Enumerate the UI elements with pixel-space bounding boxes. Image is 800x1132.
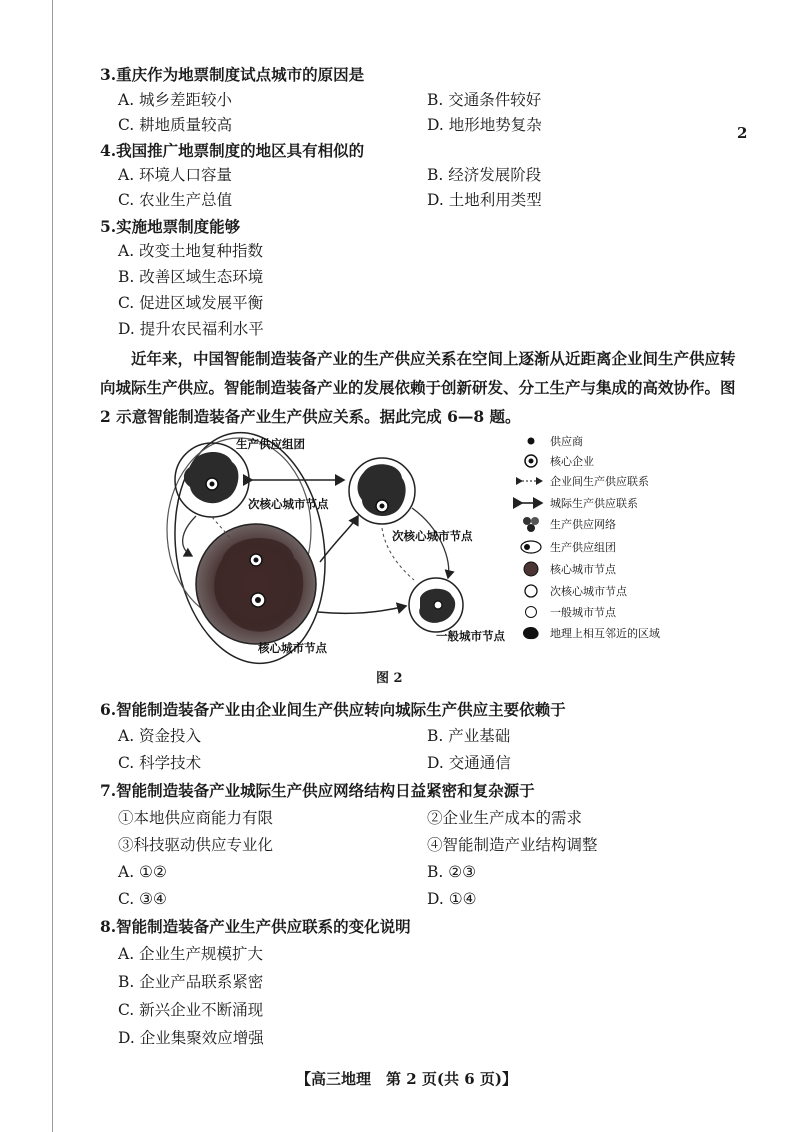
q7-item-4: ④智能制造产业结构调整 (427, 836, 598, 854)
legend-sub-core-city-icon (525, 585, 537, 597)
q4-option-c: C. 农业生产总值 (118, 191, 233, 209)
intercity-link (320, 516, 358, 562)
q7-option-a: A. ①② (118, 863, 167, 881)
passage-line-1: 近年来，中国智能制造装备产业的生产供应关系在空间上逐渐从近距离企业间生产供应转 (131, 349, 736, 368)
passage-line-2: 向城际生产供应。智能制造装备产业的发展依赖于创新研发、分工生产与集成的高效协作。图 (100, 378, 736, 397)
label-sub-core-2: 次核心城市节点 (392, 529, 473, 543)
legend-core-enterprise-dot (529, 459, 534, 464)
side-page-number: 2 (737, 124, 748, 142)
legend-intercity-link: 城际生产供应联系 (550, 497, 638, 510)
legend-network-icon (523, 517, 539, 532)
q3-option-a: A. 城乡差距较小 (118, 91, 233, 109)
legend-adjacent-region-icon (523, 627, 539, 639)
q7-option-b: B. ②③ (427, 863, 477, 881)
q6-option-d: D. 交通通信 (427, 754, 511, 772)
q7-stem: 7.智能制造装备产业城际生产供应网络结构日益紧密和复杂源于 (100, 781, 535, 800)
legend-core-city-icon (524, 562, 538, 576)
q3-option-b: B. 交通条件较好 (427, 91, 542, 109)
label-general-node: 一般城市节点 (436, 629, 505, 643)
q7-item-3: ③科技驱动供应专业化 (118, 836, 274, 854)
figure-legend (521, 434, 660, 640)
q7-option-d: D. ①④ (427, 890, 477, 908)
intercity-link (318, 606, 406, 613)
q5-option-c: C. 促进区域发展平衡 (118, 294, 264, 312)
q8-option-a: A. 企业生产规模扩大 (118, 945, 264, 963)
q8-stem: 8.智能制造装备产业生产供应联系的变化说明 (100, 917, 411, 936)
q6-stem: 6.智能制造装备产业由企业间生产供应转向城际生产供应主要依赖于 (100, 700, 566, 719)
legend-network: 生产供应网络 (550, 518, 616, 531)
legend-general-city-icon (526, 607, 537, 618)
legend-core-enterprise: 核心企业 (550, 455, 594, 468)
q5-stem: 5.实施地票制度能够 (100, 217, 241, 236)
q4-option-a: A. 环境人口容量 (118, 166, 233, 184)
intercity-link (412, 508, 449, 578)
label-core-node: 核心城市节点 (258, 641, 327, 655)
legend-group-dot (524, 544, 530, 550)
intercity-link (183, 516, 196, 556)
passage-line-3: 2 示意智能制造装备产业生产供应关系。据此完成 6—8 题。 (100, 407, 521, 426)
legend-core-city: 核心城市节点 (550, 563, 616, 576)
q8-option-c: C. 新兴企业不断涌现 (118, 1001, 264, 1019)
q6-option-c: C. 科学技术 (118, 754, 202, 772)
q7-item-2: ②企业生产成本的需求 (427, 809, 583, 827)
figure-caption: 图 2 (376, 671, 403, 686)
q4-stem: 4.我国推广地票制度的地区具有相似的 (100, 141, 365, 160)
legend-general-city: 一般城市节点 (550, 606, 616, 619)
q5-option-b: B. 改善区域生态环境 (118, 268, 264, 286)
q5-option-d: D. 提升农民福利水平 (118, 320, 264, 338)
q7-option-c: C. ③④ (118, 890, 167, 908)
q4-option-b: B. 经济发展阶段 (427, 166, 542, 184)
q8-option-d: D. 企业集聚效应增强 (118, 1029, 264, 1047)
label-production-group: 生产供应组团 (236, 437, 305, 451)
q8-option-b: B. 企业产品联系紧密 (118, 973, 264, 991)
q6-option-a: A. 资金投入 (118, 727, 202, 745)
legend-adjacent-region: 地理上相互邻近的区域 (550, 627, 660, 640)
label-sub-core-1: 次核心城市节点 (248, 497, 329, 511)
core-enterprise-center (380, 504, 385, 509)
q5-option-a: A. 改变土地复种指数 (118, 242, 264, 260)
q3-option-d: D. 地形地势复杂 (427, 116, 542, 134)
legend-sub-core-city: 次核心城市节点 (550, 585, 627, 598)
legend-group: 生产供应组团 (550, 541, 616, 554)
q6-option-b: B. 产业基础 (427, 727, 511, 745)
legend-supplier-icon (528, 438, 535, 445)
legend-enterprise-link: 企业间生产供应联系 (550, 475, 649, 488)
legend-supplier: 供应商 (550, 435, 583, 448)
core-enterprise-center (210, 482, 215, 487)
q3-stem: 3.重庆作为地票制度试点城市的原因是 (100, 65, 365, 84)
page-footer: 【高三地理 第 2 页(共 6 页)】 (296, 1070, 517, 1088)
q4-option-d: D. 土地利用类型 (427, 191, 542, 209)
core-enterprise-icon (434, 601, 442, 609)
core-enterprise-center (254, 558, 259, 563)
q7-item-1: ①本地供应商能力有限 (118, 809, 274, 827)
core-enterprise-center (255, 597, 261, 603)
q3-option-c: C. 耕地质量较高 (118, 116, 233, 134)
